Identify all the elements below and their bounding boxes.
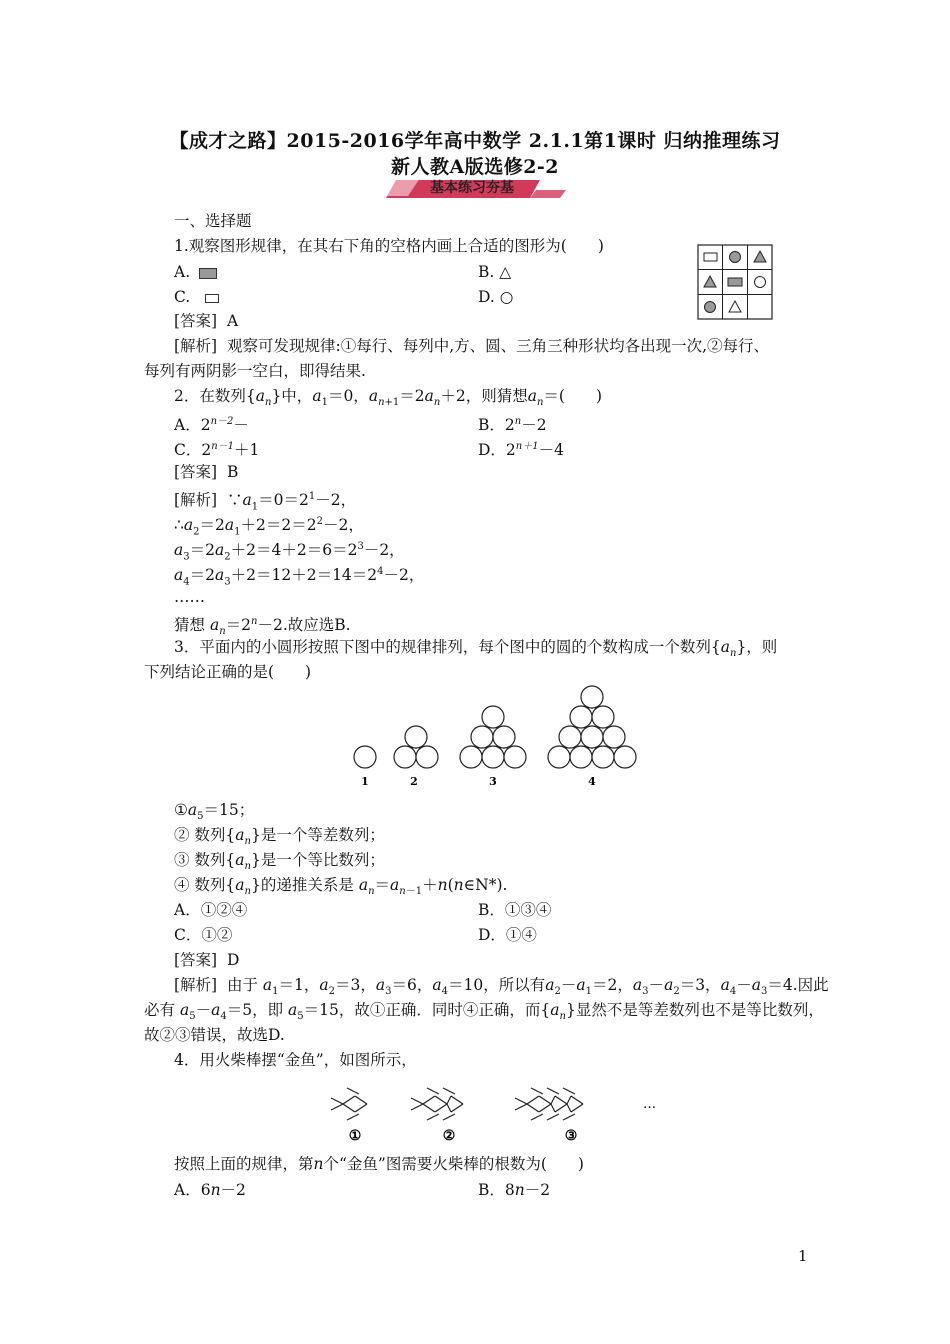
grid-square-icon — [728, 278, 742, 286]
q2-analysis-line1: [解析] $\because a_1=0=2^1-2$， — [174, 491, 357, 513]
q2-stem: 2．在数列$\{a_n\}$中，$a_1=0$，$a_{n+1}=2a_n+2$，则猜想$a_n=$( ) — [174, 387, 603, 409]
page-title-line1: 【成才之路】2015-2016学年高中数学 2.1.1第1课时 归纳推理练习 — [169, 130, 781, 152]
q3-stem-line1: 3．平面内的小圆形按照下图中的规律排列，每个图中的圆的个数构成一个数列$\{a_n\}$，则 — [174, 638, 778, 660]
grid-circle-icon — [705, 302, 716, 313]
q2-option-d: D．$2^{n+1}-4$ — [478, 441, 564, 460]
q1-analysis-line1: [解析] 观察可发现规律:①每行、每列中,方、圆、三角三种形状均各出现一次,②每行、 — [174, 337, 770, 355]
q3-answer: [答案] D — [174, 951, 240, 969]
section-banner — [380, 174, 570, 202]
q2-option-c: C．$2^{n-1}+1$ — [174, 441, 260, 460]
q1-option-b: B. △ — [478, 263, 512, 281]
q3-option-b: B．①③④ — [478, 901, 552, 919]
q3-analysis-line2: 必有 $a_5-a_4=5$，即 $a_5=15$，故①正确．同时④正确，而$\{a_n\}$显然不是等差数列也不是等比数列， — [144, 1001, 824, 1023]
q3-fig-label: 4 — [588, 775, 596, 788]
q2-analysis-dots: …… — [174, 588, 205, 606]
q4-goldfish-figure — [325, 1076, 665, 1146]
q2-option-b: B．$2^n-2$ — [478, 416, 547, 435]
q3-fig-label: 2 — [410, 775, 418, 788]
q3-analysis-line1: [解析] 由于 $a_1=1$，$a_2=3$，$a_3=6$，$a_4=10$，所以有$a_2-a_1=2$，$a_3-a_2=3$，$a_4-a_3=4$.因此 — [174, 976, 829, 998]
q2-analysis-line2: $\therefore a_2=2a_1+2=2=2^2-2$， — [174, 516, 364, 538]
q4-ellipsis: … — [643, 1097, 656, 1112]
page-title-line2: 新人教A版选修2-2 — [390, 156, 560, 178]
goldfish-1 — [331, 1088, 367, 1120]
q3-stem-line2: 下列结论正确的是( ) — [144, 663, 312, 681]
grid-square-icon — [704, 253, 717, 261]
grid-circle-icon — [730, 252, 741, 263]
q1-stem: 1.观察图形规律，在其右下角的空格内画上合适的图形为( ) — [174, 237, 604, 255]
q1-shape-grid — [697, 244, 773, 320]
q4-question: 按照上面的规律，第n个“金鱼”图需要火柴棒的根数为( ) — [174, 1155, 584, 1173]
q3-fig-label: 3 — [489, 775, 497, 788]
q2-conclusion: 猜想 $a_n=2^n-2$.故应选B. — [174, 616, 351, 638]
goldfish-2 — [411, 1088, 463, 1120]
q4-fig-label: ② — [442, 1128, 456, 1144]
q4-fig-label: ③ — [564, 1128, 578, 1144]
q4-option-a: A．6n－2 — [174, 1181, 246, 1199]
q3-option-c: C．①② — [174, 926, 233, 944]
q3-fig-label: 1 — [361, 775, 369, 788]
q2-answer: [答案] B — [174, 463, 239, 481]
q1-analysis-line2: 每列有两阴影一空白，即得结果. — [144, 362, 366, 380]
q1-option-c: C. — [174, 287, 219, 307]
q2-analysis-line3: $a_3=2a_2+2=4+2=6=2^3-2$， — [174, 541, 405, 563]
q1-answer: [答案] A — [174, 312, 239, 330]
q2-analysis-line4: $a_4=2a_3+2=12+2=14=2^4-2$， — [174, 566, 425, 588]
grid-circle-icon — [755, 277, 766, 288]
section-heading: 一、选择题 — [174, 212, 252, 230]
q4-stem: 4．用火柴棒摆“金鱼”，如图所示， — [174, 1051, 417, 1069]
q1-option-d: D. ○ — [478, 288, 514, 306]
q3-analysis-line3: 故②③错误，故选D. — [144, 1026, 285, 1044]
q3-claim-1: $①a_5=15$； — [174, 801, 255, 823]
banner-text: 基本练习夯基 — [430, 180, 514, 196]
q4-option-b: B．8n－2 — [478, 1181, 551, 1199]
q3-claim-3: ③ 数列$\{a_n\}$是一个等比数列； — [174, 851, 385, 873]
shaded-rectangle-icon — [199, 268, 217, 279]
q3-circle-pattern-figure — [340, 685, 640, 790]
q3-option-a: A．①②④ — [174, 901, 248, 919]
q3-claim-2: ② 数列$\{a_n\}$是一个等差数列； — [174, 826, 385, 848]
q2-option-a: A．$2^{n-2}-$ — [174, 416, 249, 435]
q4-fig-label: ① — [348, 1128, 362, 1144]
page-number: 1 — [798, 1247, 808, 1265]
goldfish-3 — [515, 1088, 583, 1120]
q1-option-a: A. — [174, 262, 217, 282]
q3-claim-4: ④ 数列$\{a_n\}$的递推关系是 $a_n=a_{n-1}+n(n\in N*)$. — [174, 876, 508, 898]
rectangle-icon — [205, 294, 219, 303]
q3-option-d: D．①④ — [478, 926, 537, 944]
